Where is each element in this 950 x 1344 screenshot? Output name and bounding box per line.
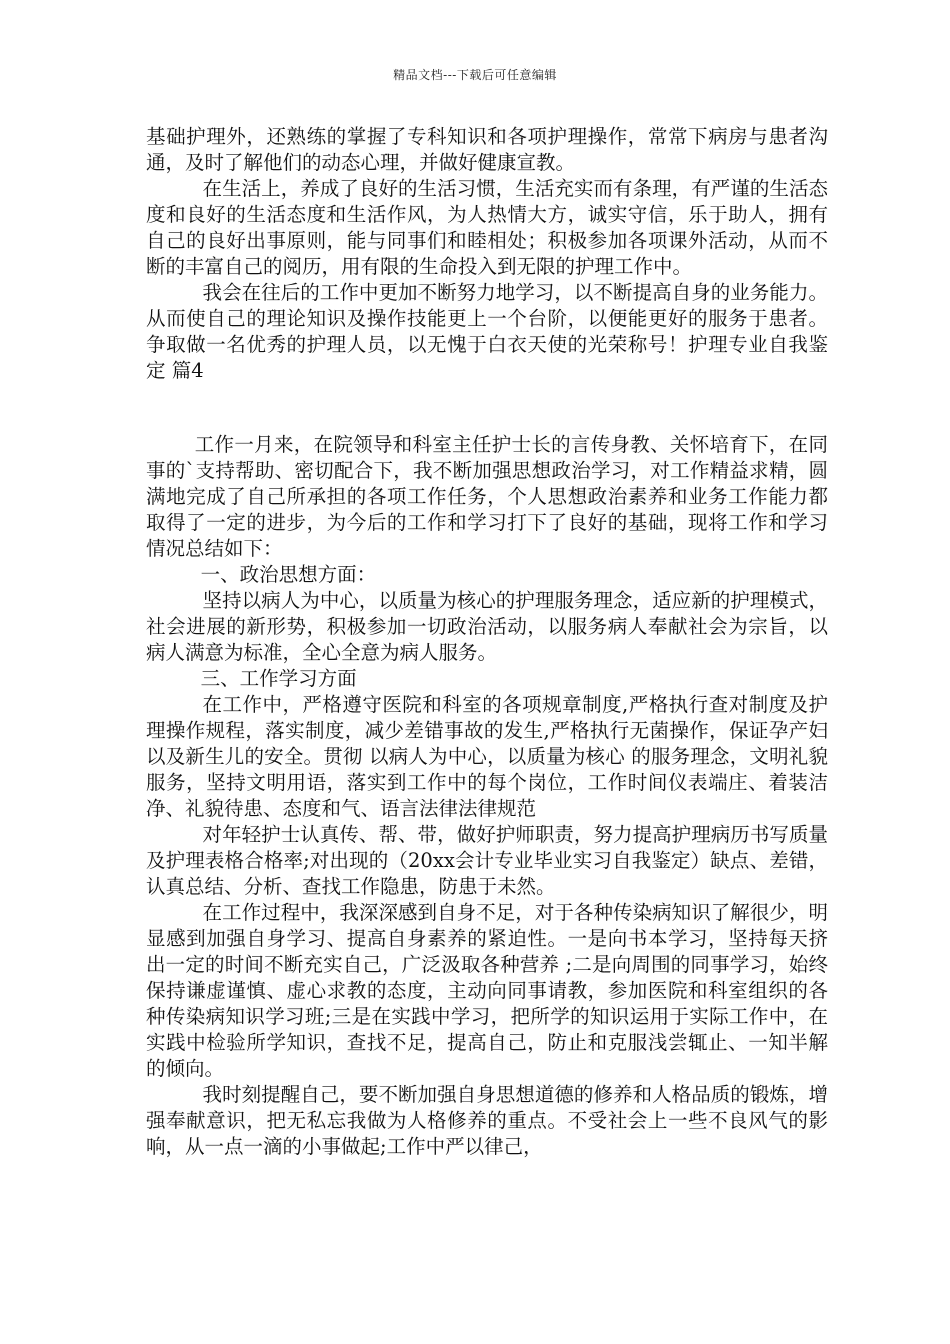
paragraph-basic-nursing: 基础护理外，还熟练的掌握了专科知识和各项护理操作，常常下病房与患者沟通，及时了解他们的动态心理，并做好健康宣教。 bbox=[146, 125, 828, 174]
section-spacer bbox=[146, 384, 828, 432]
paragraph-moral-cultivation: 我时刻提醒自己，要不断加强自身思想道德的修养和人格品质的锻炼，增强奉献意识，把无私忘我做为人格修养的重点。不受社会上一些不良风气的影响，从一点一滴的小事做起;工作中严以律己， bbox=[146, 1083, 828, 1158]
page-header: 精品文档---下载后可任意编辑 bbox=[393, 68, 557, 82]
heading-political-thought: 一、政治思想方面： bbox=[200, 563, 377, 586]
paragraph-work-summary: 工作一月来，在院领导和科室主任护士长的言传身教、关怀培育下，在同事的`支持帮助、密切配合下，我不断加强思想政治学习，对工作精益求精，圆满地完成了自己所承担的各项工作任务，个人思想政治素养和业务工作能力都取得了一定的进步，为今后的工作和学习打下了良好的基础，现将工作和学习情况总结如下： bbox=[146, 433, 828, 560]
paragraph-life: 在生活上，养成了良好的生活习惯，生活充实而有条理，有严谨的生活态度和良好的生活态度和生活作风，为人热情大方，诚实守信，乐于助人，拥有自己的良好出事原则，能与同事们和睦相处；积极参加各项课外活动，从而不断的丰富自己的阅历，用有限的生命投入到无限的护理工作中。 bbox=[146, 177, 828, 278]
paragraph-patient-centered: 坚持以病人为中心，以质量为核心的护理服务理念，适应新的护理模式，社会进展的新形势，积极参加一切政治活动，以服务病人奉献社会为宗旨，以病人满意为标准，全心全意为病人服务。 bbox=[146, 589, 828, 664]
paragraph-future-work: 我会在往后的工作中更加不断努力地学习，以不断提高自身的业务能力。从而使自己的理论知识及操作技能更上一个台阶，以便能更好的服务于患者。争取做一名优秀的护理人员，以无愧于白衣天使的光荣称号！护理专业自我鉴定 篇4 bbox=[146, 281, 828, 382]
document-body bbox=[146, 124, 828, 1160]
paragraph-mentoring: 对年轻护士认真传、帮、带，做好护师职责，努力提高护理病历书写质量及护理表格合格率;对出现的（20xx会计专业毕业实习自我鉴定）缺点、差错，认真总结、分析、查找工作隐患，防患于未然。 bbox=[146, 823, 828, 898]
paragraph-self-improvement: 在工作过程中，我深深感到自身不足，对于各种传染病知识了解很少，明显感到加强自身学习、提高自身素养的紧迫性。一是向书本学习，坚持每天挤出一定的时间不断充实自己，广泛汲取各种营养 ;二是向周围的同事学习，始终保持谦虚谨慎、虚心求教的态度，主动向同事请教，参加医院和科室组织的各种传染病知识学习班;三是在实践中学习，把所学的知识运用于实际工作中，在实践中检验所学知识，查找不足，提高自己，防止和克服浅尝辄止、一知半解的倾向。 bbox=[146, 901, 828, 1080]
paragraph-regulations: 在工作中，严格遵守医院和科室的各项规章制度,严格执行查对制度及护理操作规程，落实制度，减少差错事故的发生,严格执行无菌操作，保证孕产妇以及新生儿的安全。贯彻 以病人为中心，以质量为核心 的服务理念，文明礼貌服务，坚持文明用语，落实到工作中的每个岗位，工作时间仪表端庄、着装洁净、礼貌待患、态度和气、语言法律法律规范 bbox=[146, 693, 828, 820]
heading-work-study: 三、工作学习方面 bbox=[200, 667, 357, 690]
